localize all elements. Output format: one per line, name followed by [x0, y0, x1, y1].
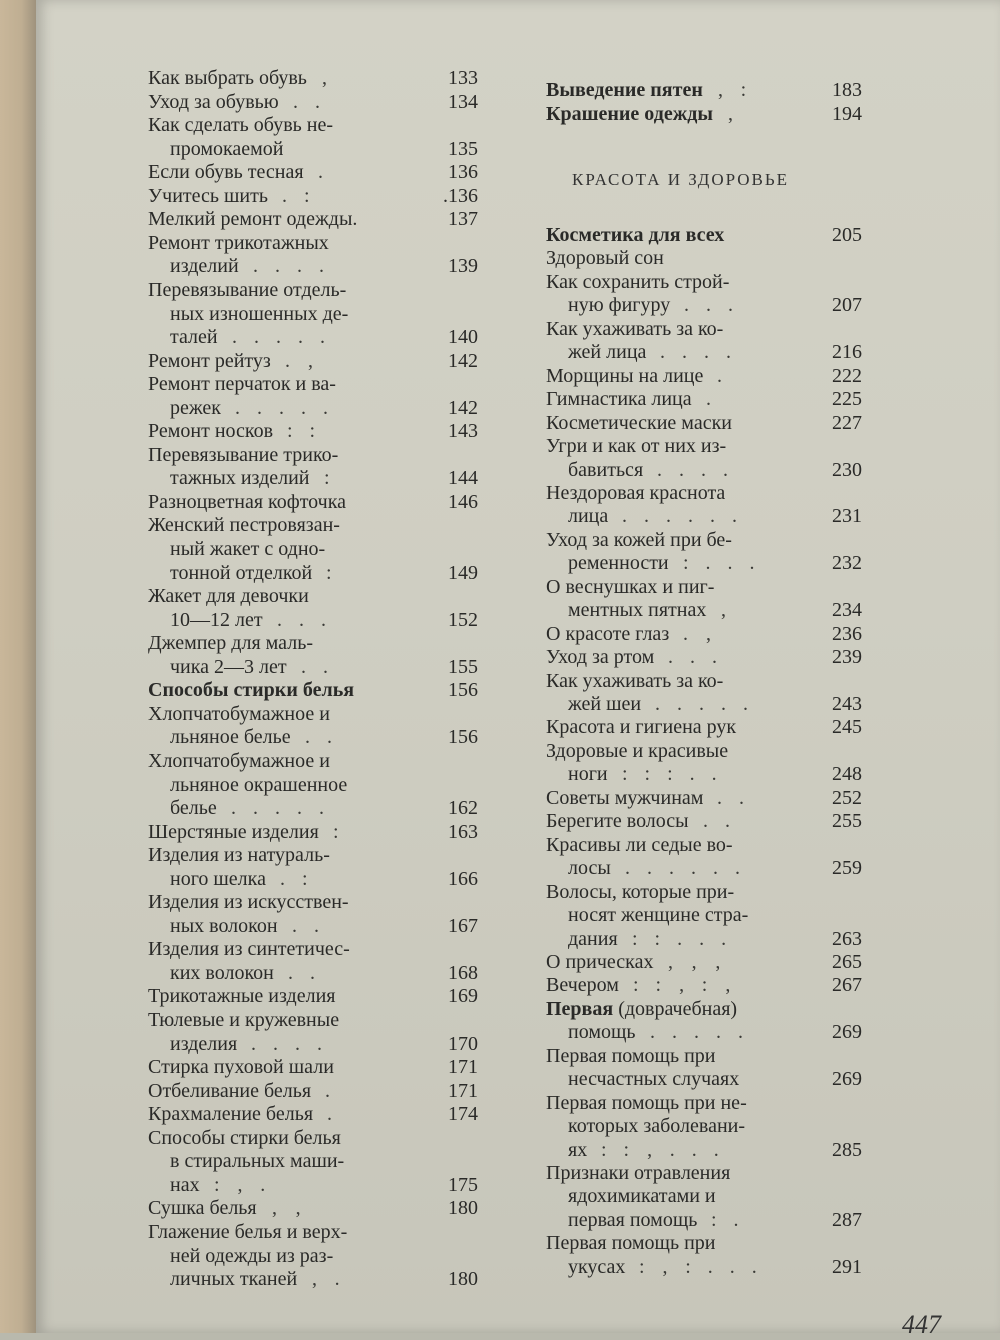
toc-leader-dots: : ‚ : . . . [639, 1255, 763, 1278]
toc-entry-title: ней одежды из раз- [170, 1244, 334, 1267]
toc-entry-title: Способы стирки белья [148, 679, 355, 702]
toc-entry-title: изделий [170, 255, 239, 278]
toc-leader-dots: ‚ ‚ [271, 1197, 308, 1220]
toc-page-number: 143 [448, 420, 478, 443]
toc-page-number: 207 [832, 294, 862, 317]
toc-entry-title: Хлопчатобумажное и [148, 702, 330, 725]
toc-entry-title: Гимнастика лица [546, 388, 692, 411]
toc-page-number: 144 [448, 467, 478, 490]
toc-entry-title: чика 2—3 лет [170, 655, 287, 678]
toc-entry-title: Тюлевые и кружевные [148, 1009, 340, 1031]
toc-page-number: 285 [832, 1138, 862, 1161]
toc-leader-dots: . ‚ [285, 349, 320, 372]
toc-entry-title: Угри и как от них из- [546, 435, 727, 458]
toc-entry-title: в стиральных маши- [170, 1150, 345, 1173]
toc-leader-dots: . . . . . . [625, 857, 746, 880]
toc-page-number: 137 [448, 208, 478, 231]
toc-leader-dots: . . [293, 90, 326, 113]
toc-entry-title: Изделия из искусствен- [148, 891, 349, 914]
toc-page-number: 194 [832, 102, 862, 125]
toc-entry-title: Изделия из синтетичес- [148, 938, 350, 961]
toc-page-number: 156 [448, 679, 478, 702]
toc-entry-title: бавиться [568, 458, 644, 481]
toc-leader-dots: : . [711, 1208, 745, 1231]
toc-leader-dots: . [717, 364, 728, 387]
toc-entry-title: Берегите волосы [546, 810, 689, 833]
toc-entry-title: Здоровый сон [546, 247, 664, 270]
toc-entry-title: изделия [170, 1032, 238, 1055]
toc-leader-dots: : : ‚ : ‚ [633, 974, 737, 997]
toc-leader-dots: . . . . . [232, 326, 331, 349]
toc-entry-title: помощь [568, 1021, 636, 1044]
toc-entry-title: первая помощь [568, 1208, 698, 1231]
toc-entry-title: Вечером [546, 974, 619, 997]
toc-leader-dots: . . . . . . [622, 505, 743, 528]
toc-leader-dots: . . . [684, 294, 739, 317]
toc-page-number: 171 [448, 1079, 478, 1102]
toc-leader-dots: : : : . . [622, 763, 723, 786]
toc-leader-dots: : . . . [683, 552, 761, 575]
toc-page-number: 171 [448, 1056, 478, 1079]
toc-page-number: 234 [832, 599, 862, 622]
toc-page-number: 152 [448, 608, 478, 631]
toc-leader-dots: . : [280, 867, 314, 890]
toc-page-number: 133 [448, 67, 478, 89]
toc-entry-title: ный жакет с одно- [170, 538, 326, 560]
toc-page-number: 142 [448, 349, 478, 372]
toc-entry-title: льняное белье [170, 726, 291, 749]
toc-entry-title: укусах [568, 1255, 626, 1278]
toc-entry-title: Женский пестровязан- [148, 514, 340, 537]
toc-entry-title: Джемпер для маль- [148, 632, 313, 655]
toc-entry-title: Трикотажные изделия [148, 985, 336, 1008]
toc-leader-dots: : : . . . [632, 927, 733, 950]
toc-entry-title: жей шеи [568, 693, 642, 715]
toc-entry-title: тонной отделкой [170, 561, 313, 584]
page-number: 447 [902, 1310, 941, 1339]
toc-entry-title: Как ухаживать за ко- [546, 317, 724, 340]
toc-page-number: 239 [832, 646, 862, 669]
toc-page-number: 166 [448, 867, 478, 890]
toc-leader-dots: ‚ [727, 102, 740, 125]
toc-entry-title: О веснушках и пиг- [546, 575, 715, 598]
toc-entry-title: Признаки отравления [546, 1162, 731, 1184]
toc-page-number: 183 [832, 79, 862, 101]
toc-leader-dots: . . [305, 726, 338, 749]
toc-leader-dots: . . . . [657, 458, 734, 481]
adjacent-page-edge [0, 0, 36, 1333]
toc-page-number: 248 [832, 763, 862, 786]
toc-entry-title: Красивы ли седые во- [546, 833, 733, 856]
toc-leader-dots: . . [288, 961, 321, 984]
toc-leader-dots: : [333, 820, 345, 843]
toc-entry-title: Перевязывание отдель- [148, 278, 347, 301]
toc-entry-title: носят женщине стра- [568, 904, 749, 927]
toc-entry-title: тажных изделий [170, 467, 310, 490]
toc-leader-dots: : [326, 561, 338, 584]
toc-page-number: 135 [448, 137, 478, 160]
toc-entry-title: Шерстяные изделия [148, 820, 319, 843]
toc-entry-title: ременности [568, 552, 669, 575]
toc-page-number: 265 [832, 950, 862, 973]
toc-page-number: 267 [832, 974, 862, 997]
toc-entry-title: Первая (доврачебная) [546, 997, 738, 1020]
toc-leader-dots: . . . . . [655, 693, 754, 715]
toc-entry-title: Первая помощь при [546, 1232, 716, 1255]
toc-entry-title: лица [568, 505, 609, 528]
toc-page-number: 168 [448, 961, 478, 984]
toc-entry-title: Нездоровая краснота [546, 481, 726, 504]
toc-page-number: 263 [832, 927, 862, 950]
toc-page-number: 269 [832, 1068, 862, 1091]
toc-leader-dots: . . [292, 914, 325, 937]
toc-entry-title: О прическах [546, 950, 654, 973]
toc-leader-dots: . . . [668, 646, 723, 669]
toc-entry-title: ную фигуру [568, 294, 671, 317]
toc-entry-title: Разноцветная кофточка [148, 490, 346, 513]
toc-page-number: 252 [832, 786, 862, 809]
toc-page-number: 134 [448, 90, 478, 113]
toc-entry-title: белье [170, 797, 217, 820]
toc-page-number: 230 [832, 458, 862, 481]
toc-page-number: 136 [448, 161, 478, 184]
toc-entry-title: несчастных случаях [568, 1068, 740, 1091]
toc-entry-title: ных изношенных де- [170, 302, 349, 325]
toc-page-number: .136 [443, 184, 478, 207]
toc-leader-dots: . . . . [660, 341, 737, 364]
toc-entry-title: Если обувь тесная [148, 161, 304, 184]
toc-entry-title: нах [170, 1173, 200, 1196]
toc-leader-dots: ‚ : [717, 79, 753, 101]
toc-page-number: 236 [832, 622, 862, 645]
toc-page-number: 156 [448, 726, 478, 749]
toc-entry-title: дания [568, 927, 618, 950]
toc-page-number: 245 [832, 716, 862, 739]
toc-leader-dots: . . [703, 810, 736, 833]
toc-entry-title: Первая помощь при [546, 1044, 716, 1067]
toc-page-number: 216 [832, 341, 862, 364]
toc-leader-dots: . : [282, 184, 316, 207]
toc-entry-title: талей [170, 326, 218, 349]
toc-leader-dots: . . [301, 655, 334, 678]
toc-entry-title: 10—12 лет [170, 608, 263, 631]
toc-page-number: 167 [448, 914, 478, 937]
toc-entry-title: Ремонт трикотажных [148, 231, 329, 254]
toc-entry-title: Жакет для девочки [148, 585, 309, 608]
toc-entry-title: Косметические маски [546, 411, 732, 434]
toc-leader-dots: ‚ [321, 67, 334, 89]
toc-leader-dots: . . [717, 786, 750, 809]
toc-entry-title: Первая помощь при не- [546, 1091, 747, 1114]
toc-entry-title: жей лица [568, 341, 647, 364]
toc-leader-dots: ‚ ‚ ‚ [667, 950, 727, 973]
toc-page-number: 163 [448, 820, 478, 843]
toc-entry-title: ях [568, 1138, 588, 1161]
toc-entry-title: Ремонт перчаток и ва- [148, 373, 336, 396]
toc-page-number: 155 [448, 655, 478, 678]
toc-entry-title: О красоте глаз [546, 622, 670, 645]
toc-leader-dots: . . . . [253, 255, 330, 278]
toc-entry-title: Как сделать обувь не- [148, 114, 334, 137]
toc-entry-title: Уход за ртом [546, 646, 655, 669]
toc-entry-title: Как сохранить строй- [546, 270, 730, 293]
toc-leader-dots: . . . . [251, 1032, 328, 1055]
toc-entry-title: ных волокон [170, 914, 278, 937]
toc-entry-title: Здоровые и красивые [546, 739, 729, 762]
toc-leader-dots: ‚ . [311, 1268, 346, 1291]
toc-entry-title: Как выбрать обувь [148, 67, 307, 89]
toc-entry-title: Перевязывание трико- [148, 443, 339, 466]
toc-page-number: 232 [832, 552, 862, 575]
toc-leader-dots: ‚ [720, 599, 733, 622]
toc-entry-title: Хлопчатобумажное и [148, 749, 330, 772]
toc-page-number: 139 [448, 255, 478, 278]
toc-entry-title: Отбеливание белья [148, 1079, 312, 1102]
toc-entry-title: Учитесь шить [148, 184, 268, 207]
toc-leader-dots: . . . . . [650, 1021, 749, 1044]
toc-page-number: 225 [832, 388, 862, 411]
toc-entry-title: льняное окрашенное [170, 773, 348, 796]
toc-page-number: 205 [832, 224, 862, 246]
toc-entry-title: Волосы, которые при- [546, 880, 735, 903]
toc-entry-title: Морщины на лице [546, 364, 704, 387]
toc-leader-dots: . . . . . [231, 797, 330, 820]
toc-entry-title: ядохимикатами и [568, 1185, 716, 1208]
toc-entry-title: режек [170, 396, 222, 419]
toc-page-number: 175 [448, 1173, 478, 1196]
toc-entry-title: Крахмаление белья [148, 1103, 314, 1126]
toc-page-number: 162 [448, 797, 478, 820]
toc-leader-dots: . [706, 388, 717, 411]
toc-leader-dots: . . . . . [235, 396, 334, 419]
toc-leader-dots: : ‚ . [214, 1173, 272, 1196]
toc-entry-title: которых заболевани- [568, 1115, 746, 1138]
toc-page-number: 180 [448, 1268, 478, 1291]
toc-page-number: 149 [448, 561, 478, 584]
toc-page-number: 169 [448, 985, 478, 1008]
toc-entry-title: Способы стирки белья [148, 1126, 341, 1149]
toc-page-number: 231 [832, 505, 862, 528]
toc-entry-title: Ремонт рейтуз [148, 349, 271, 372]
toc-entry-title: Как ухаживать за ко- [546, 669, 724, 692]
toc-entry-title: Советы мужчинам [546, 786, 704, 809]
toc-leader-dots: : : ‚ . . . [601, 1138, 725, 1161]
toc-page-number: 227 [832, 411, 862, 434]
toc-leader-dots: . [325, 1079, 336, 1102]
toc-page-number: 287 [832, 1208, 862, 1231]
toc-entry-title: Крашение одежды [546, 102, 713, 125]
toc-page-number: 255 [832, 810, 862, 833]
toc-entry-title: Косметика для всех [546, 224, 725, 246]
toc-entry-title: лосы [568, 857, 611, 880]
toc-page-number: 259 [832, 857, 862, 880]
toc-leader-dots: : : [287, 420, 322, 443]
toc-entry-title: ментных пятнах [568, 599, 707, 622]
toc-entry-title: Изделия из натураль- [148, 844, 330, 867]
section-heading: КРАСОТА И ЗДОРОВЬЕ [572, 170, 790, 189]
toc-entry-title: Ремонт носков [148, 420, 274, 443]
toc-page-number: 243 [832, 693, 862, 715]
toc-entry-title: Мелкий ремонт одежды. [148, 208, 358, 231]
toc-page-number: 269 [832, 1021, 862, 1044]
toc-entry-title: Глажение белья и верх- [148, 1220, 348, 1243]
toc-entry-title: личных тканей [170, 1268, 298, 1291]
toc-leader-dots: . . . [277, 608, 332, 631]
toc-leader-dots: . [318, 161, 329, 184]
toc-page-number: 142 [448, 396, 478, 419]
toc-page-number: 174 [448, 1103, 478, 1126]
toc-entry-title: ного шелка [170, 867, 266, 890]
toc-entry-title: ких волокон [170, 961, 274, 984]
toc-entry-title: Сушка белья [148, 1197, 257, 1220]
toc-page-number: 222 [832, 364, 862, 387]
toc-page-number: 146 [448, 490, 478, 513]
toc-entry-title: Красота и гигиена рук [546, 716, 737, 739]
toc-page-number: 291 [832, 1255, 862, 1278]
toc-leader-dots: : [324, 467, 336, 490]
toc-page-number: 140 [448, 326, 478, 349]
toc-entry-title: Уход за кожей при бе- [546, 528, 732, 551]
toc-page-number: 170 [448, 1032, 478, 1055]
toc-entry-title: Стирка пуховой шали [148, 1056, 334, 1079]
toc-leader-dots: . ‚ [683, 622, 718, 645]
toc-page-number: 180 [448, 1197, 478, 1220]
toc-entry-title: Выведение пятен [546, 79, 703, 101]
toc-entry-title: ноги [568, 763, 608, 786]
toc-leader-dots: . [327, 1103, 338, 1126]
toc-entry-title: промокаемой [170, 137, 284, 160]
toc-entry-title: Уход за обувью [148, 90, 279, 113]
